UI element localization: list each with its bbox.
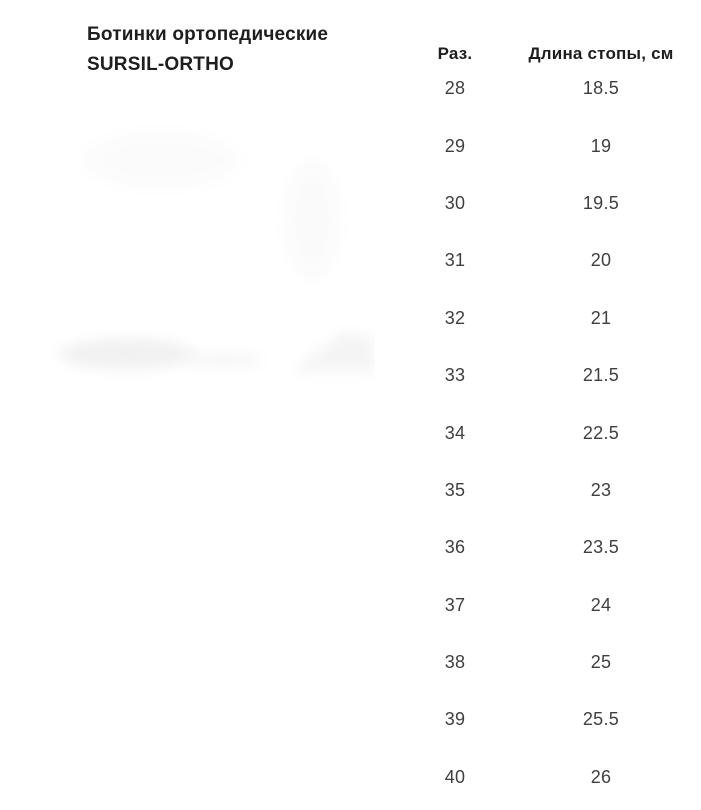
size-cell: 30: [444, 192, 466, 213]
table-row: [410, 60, 690, 117]
table-row: [410, 519, 690, 576]
size-cell: 34: [444, 422, 466, 443]
product-title-line1: Ботинки ортопедические: [87, 24, 329, 45]
size-table-header: [410, 42, 690, 66]
length-cell: 23.5: [582, 537, 620, 558]
size-cell: 29: [444, 135, 466, 156]
table-row: [410, 577, 690, 634]
size-column-header: Раз.: [437, 44, 473, 63]
size-cell: 36: [444, 537, 466, 558]
table-row: [410, 691, 690, 748]
size-table-body: [410, 60, 690, 806]
size-cell: 37: [444, 594, 466, 615]
table-row: [410, 117, 690, 174]
table-row: [410, 404, 690, 461]
size-cell: 28: [444, 78, 466, 99]
size-cell: 39: [444, 709, 466, 730]
length-cell: 22.5: [582, 422, 620, 443]
table-row: [410, 634, 690, 691]
length-cell: 23: [590, 479, 612, 500]
length-cell: 24: [590, 594, 612, 615]
size-cell: 40: [444, 766, 466, 787]
length-cell: 26: [590, 766, 612, 787]
length-cell: 25.5: [582, 709, 620, 730]
faded-photo-image: [42, 100, 375, 390]
length-cell: 18.5: [582, 78, 620, 99]
length-cell: 19: [590, 135, 612, 156]
product-title: [87, 20, 387, 80]
length-cell: 19.5: [582, 192, 620, 213]
size-cell: 33: [444, 365, 466, 386]
size-cell: 35: [444, 479, 466, 500]
table-row: [410, 462, 690, 519]
table-row: [410, 347, 690, 404]
size-cell: 32: [444, 307, 466, 328]
table-row: [410, 290, 690, 347]
product-title-line2: SURSIL-ORTHO: [87, 54, 235, 75]
table-row: [410, 749, 690, 806]
length-cell: 21.5: [582, 365, 620, 386]
length-cell: 25: [590, 652, 612, 673]
table-row: [410, 175, 690, 232]
size-cell: 31: [444, 250, 466, 271]
product-photo: [42, 100, 375, 390]
length-cell: 20: [590, 250, 612, 271]
size-table: [410, 42, 690, 806]
length-column-header: Длина стопы, см: [528, 44, 674, 63]
length-cell: 21: [590, 307, 612, 328]
table-row: [410, 232, 690, 289]
size-cell: 38: [444, 652, 466, 673]
